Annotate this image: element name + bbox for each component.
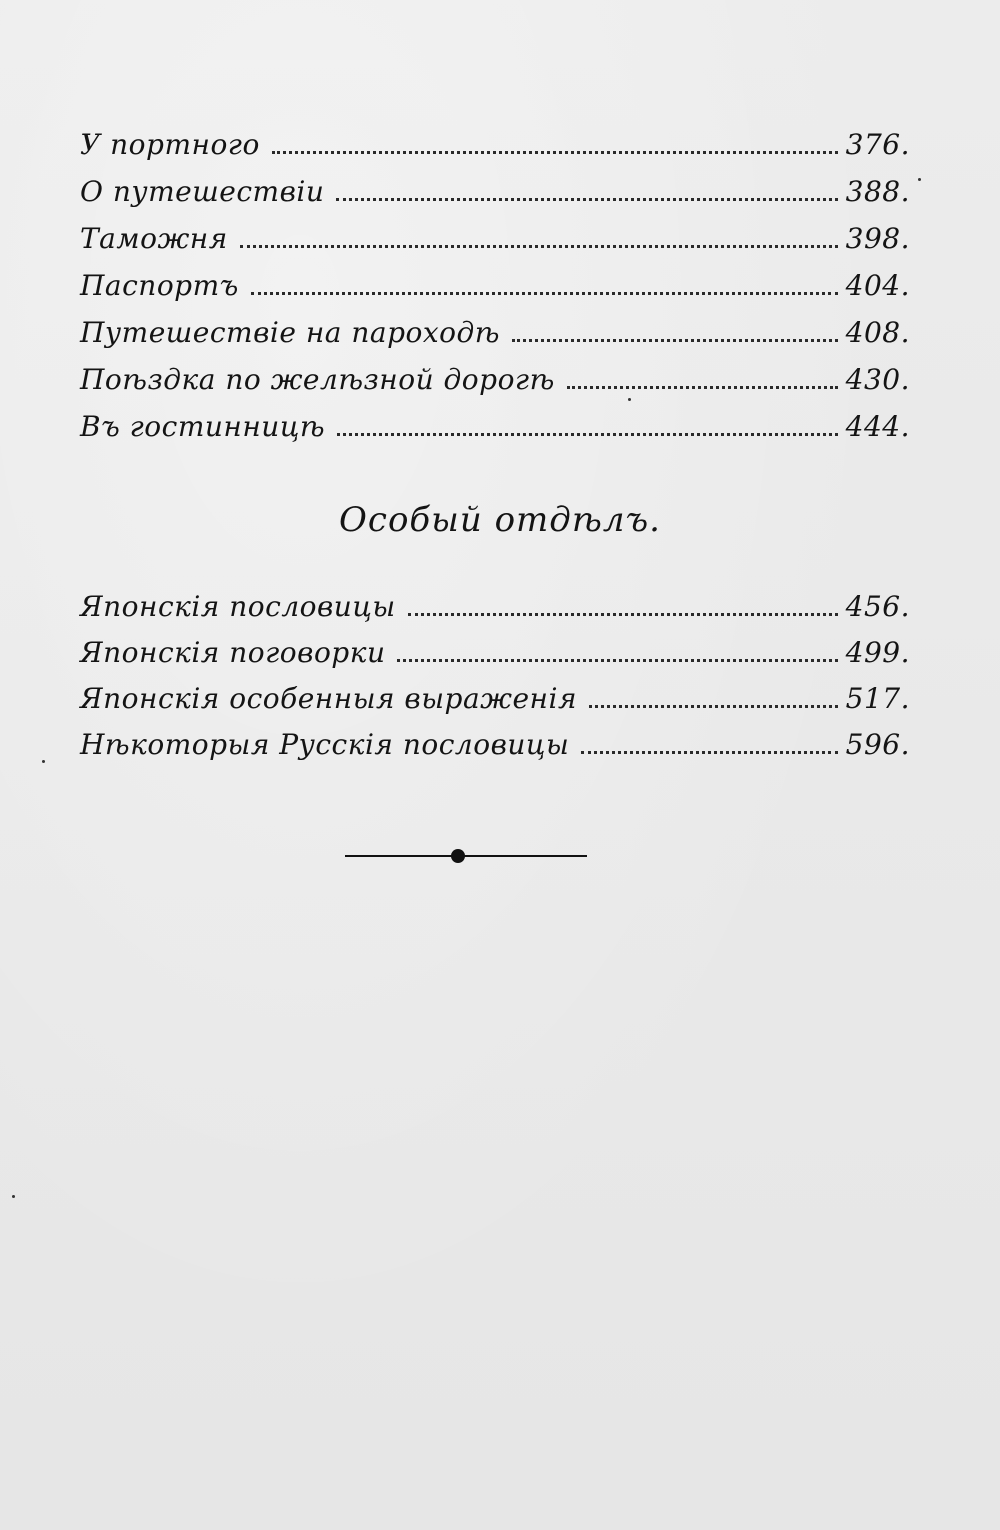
toc-entry-page: 376.: [845, 128, 910, 161]
dot-leader: [251, 291, 838, 295]
paper-speck: [628, 398, 631, 401]
toc-entry-title: О путешествіи: [80, 175, 325, 208]
dot-leader: [567, 385, 838, 389]
dot-leader: [240, 244, 838, 248]
toc-entry-page: 398.: [845, 222, 910, 255]
toc-entry-title: Путешествіе на пароходѣ: [80, 316, 500, 349]
toc-entry-title: Японскія пословицы: [80, 590, 396, 623]
toc-entry-title: Въ гостинницѣ: [80, 410, 326, 443]
toc-entry-title: Японскія особенныя выраженія: [80, 682, 577, 715]
toc-entry-title: Японскія поговорки: [80, 636, 386, 669]
toc-entry-page: 404.: [845, 269, 910, 302]
toc-entry-page: 456.: [845, 590, 910, 623]
dot-leader: [397, 658, 838, 662]
toc-entry-page: 517.: [845, 682, 910, 715]
toc-entry-title: Поѣздка по желѣзной дорогѣ: [80, 363, 555, 396]
toc-entry: [80, 590, 910, 636]
dot-leader: [512, 338, 838, 342]
toc-entry-page: 444.: [845, 410, 910, 443]
toc-entry: [80, 128, 910, 175]
dot-leader: [337, 432, 838, 436]
toc-entry: [80, 269, 910, 316]
dot-leader: [581, 750, 838, 754]
paper-speck: [918, 178, 921, 181]
table-of-contents-upper: [80, 128, 910, 457]
toc-entry-page: 408.: [845, 316, 910, 349]
paper-speck: [42, 760, 45, 763]
divider-dot-ornament: [451, 849, 465, 863]
toc-entry: [80, 222, 910, 269]
toc-entry: [80, 363, 910, 410]
toc-entry-page: 596.: [845, 728, 910, 761]
ornamental-divider-line: [345, 855, 587, 857]
section-heading: Особый отдѣлъ.: [339, 500, 661, 540]
toc-entry: [80, 175, 910, 222]
toc-entry-title: У портного: [80, 128, 260, 161]
toc-entry-page: 499.: [845, 636, 910, 669]
dot-leader: [336, 197, 838, 201]
paper-speck: [12, 1195, 15, 1198]
toc-entry-page: 430.: [845, 363, 910, 396]
toc-entry: [80, 682, 910, 728]
toc-entry: [80, 410, 910, 457]
toc-entry-title: Нѣкоторыя Русскія пословицы: [80, 728, 570, 761]
toc-entry: [80, 316, 910, 363]
toc-entry: [80, 636, 910, 682]
toc-entry-title: Таможня: [80, 222, 228, 255]
toc-entry-page: 388.: [845, 175, 910, 208]
dot-leader: [589, 704, 838, 708]
table-of-contents-lower: [80, 590, 910, 774]
toc-entry: [80, 728, 910, 774]
dot-leader: [272, 150, 838, 154]
dot-leader: [408, 612, 838, 616]
toc-entry-title: Паспортъ: [80, 269, 239, 302]
